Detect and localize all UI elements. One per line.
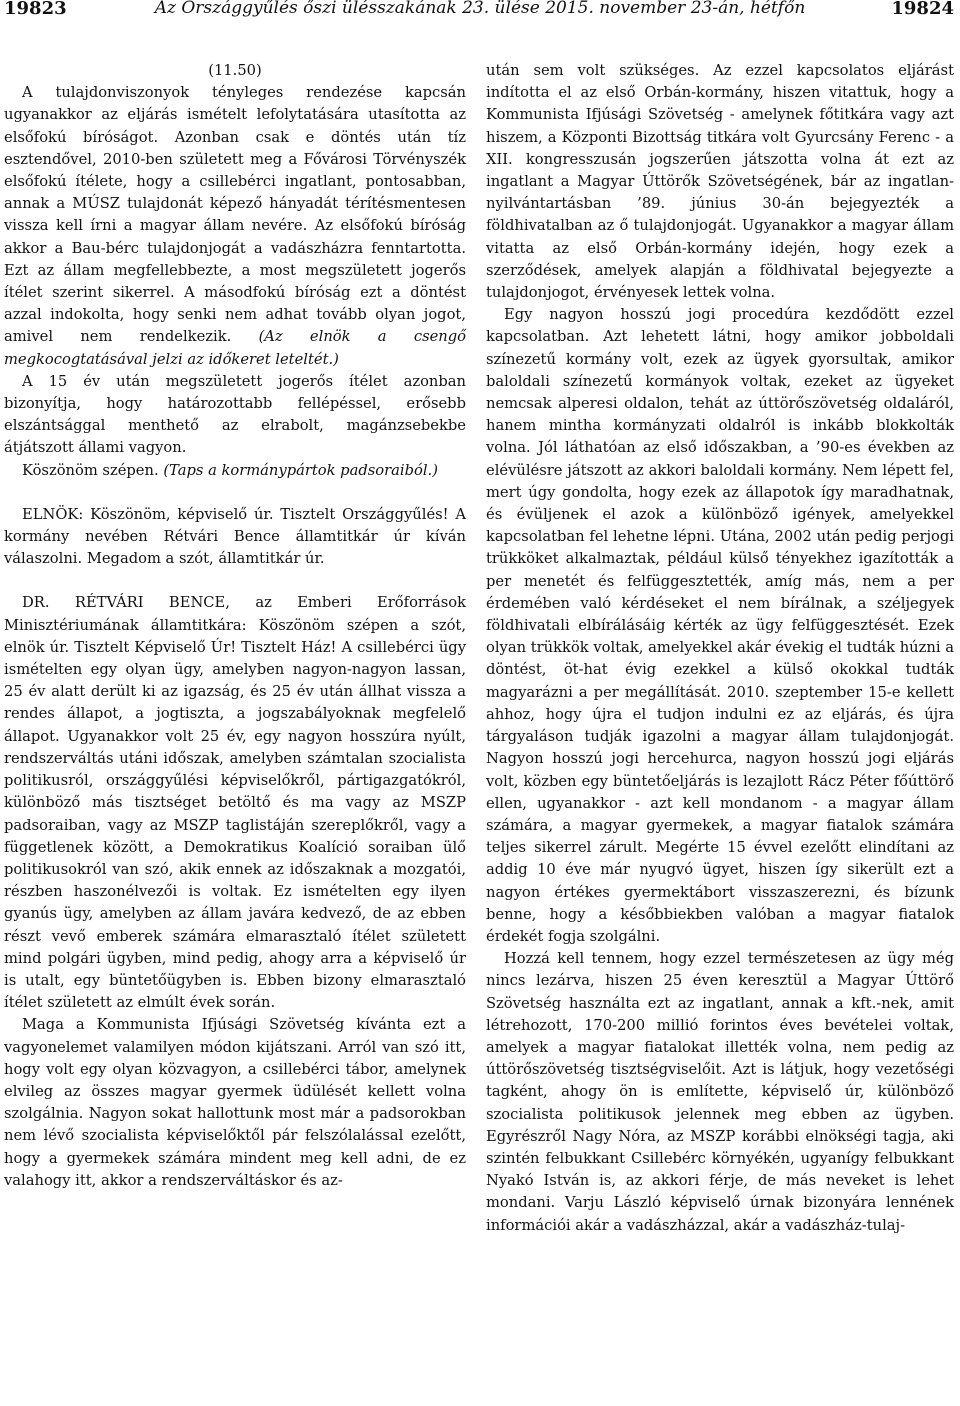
speaker-name: DR. RÉTVÁRI BENCE, az Emberi Erőforrások Minisztériumának államtitkára: — [4, 594, 466, 634]
paragraph: A 15 év után megszületett jogerős ítélet azonban bizonyítja, hogy határozottabb fellépéssel, erősebb elszántsággal menthető az elrabolt, magánzsebekbe átjátszott állami vagyon. — [4, 372, 466, 457]
paragraph — [4, 82, 466, 371]
speaker-name: ELNÖK: — [22, 505, 84, 523]
speaker-paragraph — [4, 592, 466, 1014]
right-column — [486, 60, 954, 1237]
paragraph-text: Köszönöm szépen. — [22, 461, 159, 479]
paragraph: Hozzá kell tennem, hogy ezzel természetesen az ügy még nincs lezárva, hiszen 25 éven keresztül a Magyar Úttörő Szövetség használta ezt az ingatlant, annak a kft.-nek, amit létrehozott, 170-200 millió forintos éves bevételei voltak, amelyek a magyar fiatalokat illették volna, nem pedig az úttörőszövetség tisztségviselőit. Azt is látjuk, hogy vezetőségi tagként, ahogy ön is említette, képviselő úr, különböző szocialista politikusok jelennek meg ebben az ügyben. Egyrészről Nagy Nóra, az MSZP korábbi elnökségi tagja, aki szintén felbukkant Csillebérc környékén, ugyanígy felbukkant Nyakó István is, az akkori férje, de más neveket is lehet mondani. Varju László képviselő úrnak bizonyára lennének információi akár a vadászházzal, akár a vadászház-tulaj- — [486, 950, 954, 1234]
time-mark: (11.50) — [208, 62, 262, 79]
left-column — [4, 60, 466, 1192]
stage-direction: (Taps a kormánypártok padsoraiból.) — [163, 461, 438, 479]
stage-direction: (Az elnök a csengő megkocogtatásával jelzi az időkeret leteltét.) — [4, 328, 467, 368]
speaker-paragraph — [4, 504, 466, 571]
paragraph: után sem volt szükséges. Az ezzel kapcsolatos eljárást indította el az első Orbán-kormány, hiszen vitattuk, hogy a Kommunista Ifjúsági Szövetség - amelynek főtitkára vagy azt hiszem, a Központi Bizottság titkára volt Gyurcsány Ferenc - a XII. kongresszusán jogszerűen játszotta volna át ezt az ingatlant a Magyar Úttörők Szövetségének, bár az ingatlan-nyilvántartásban ’89. június 30-án bejegyezték a földhivatalban az ő tulajdonjogát. Ugyanakkor a magyar állam vitatta az első Orbán-kormány idején, hogy ezek a szerződések, amelyek alapján a földhivatal bejegyezte a tulajdonjogot, érvényesek lettek volna. — [486, 62, 954, 302]
speech-text: Köszönöm, képviselő úr. Tisztelt Országgyűlés! A kormány nevében Rétvári Bence államtitkár úr kíván válaszolni. Megadom a szót, államtitkár úr. — [4, 505, 466, 568]
running-title: Az Országgyűlés őszi ülésszakának 23. ülése 2015. november 23-án, hétfőn — [154, 0, 806, 18]
page-number-right: 19824 — [891, 0, 954, 19]
speech-text: Köszönöm szépen a szót, elnök úr. Tisztelt Képviselő Úr! Tisztelt Ház! A csillebérci ügy ismételten egy olyan ügy, amelyben nagyon-nagyon lassan, 25 év alatt derült ki az igazság, és 25 év után állhat vissza a rendes állapot, a jogtiszta, a jogszabályoknak megfelelő állapot. Ugyanakkor volt 25 év, egy nagyon hosszúra nyúlt, rendszerváltás utáni időszak, amelyben számtalan szocialista politikusról, országgyűlési képviselőkről, pártigazgatókról, különböző más tisztséget betöltő és ma vagy az MSZP padsoraiban, vagy az MSZP taglistáján szereplőkről, vagy a függetlenek között, a Demokratikus Koalíció soraiban ülő politikusokról van szó, akik ennek az időszaknak a mozgatói, részben haszonélvezői is voltak. Ez ismételten egy ilyen gyanús ügy, amelyben az állam javára kedvező, de az ebben részt vevő emberek számára elmarasztaló ítélet született mind polgári ügyben, mind pedig, ahogy arra a képviselő úr is utalt, egy büntetőügyben is. Ebben bizony elmarasztaló ítélet született az elmúlt évek során. — [4, 616, 466, 1012]
paragraph-text: A tulajdonviszonyok tényleges rendezése kapcsán ugyanakkor az eljárás ismételt lefolytatására utasította az elsőfokú bíróságot. Azonban csak e döntés után tíz esztendővel, 2010-ben született meg a Fővárosi Törvényszék elsőfokú ítélete, hogy a csillebérci ingatlant, pontosabban, annak a MÚSZ tulajdonát képező hányadát térítésmentesen vissza kell írni a magyar állam nevére. Az elsőfokú bíróság akkor a Bau-bérc tulajdonjogát a vadászházra fenntartotta. Ezt az állam megfellebbezte, a most megszületett jogerős ítélet szerint sikerrel. A másodfokú bíróság ezt a döntést azzal indokolta, hogy senki nem adhat tovább olyan jogot, amivel nem rendelkezik. — [4, 84, 466, 346]
page-number-left: 19823 — [4, 0, 67, 19]
page-header — [0, 0, 960, 28]
paragraph: Maga a Kommunista Ifjúsági Szövetség kívánta ezt a vagyonelemet valamilyen módon kijátszani. Arról van szó itt, hogy volt egy olyan közvagyon, a csillebérci tábor, amelynek elvileg az összes magyar gyermek üdülését kellett volna szolgálnia. Nagyon sokat hallottunk most már a padsorokban nem lévő szocialista képviselőktől pár felszólalással ezelőtt, hogy a gyermekek számára mindent meg kell adni, de ez valahogy itt, akkor a rendszerváltáskor és az- — [4, 1016, 466, 1189]
paragraph: Egy nagyon hosszú jogi procedúra kezdődött ezzel kapcsolatban. Azt lehetett látni, hogy amikor jobboldali színezetű kormány volt, ezek az ügyek gyorsultak, amikor baloldali színezetű kormányok voltak, ezeket az ügyeket nemcsak alperesi oldalon, tehát az úttörőszövetség oldaláról, hanem mintha kormányzati oldalról is inkább blokkolták volna. Jól láthatóan az első időszakban, a ’90-es években az elévülésre játszott az akkori baloldali kormány. Nem lépett fel, mert úgy gondolta, hogy ezek az állapotok így maradhatnak, és évüljenek el azok a különböző igények, amelyekkel kapcsolatban fel lehetne lépni. Utána, 2002 után pedig perjogi trükköket alkalmaztak, például külső tényekhez igazították a per menetét és felfüggesztették, amíg más, nem a per érdemében való kérdéseket el nem bírálnak, a széljegyek földhivatali elbírálásáig kérték az ügy felfüggesztését. Ezek olyan trükkök voltak, amelyekkel akár évekig el tudták húzni a döntést, öt-hat évig ezekkel a külső okokkal tudták magyarázni a per megállítását. 2010. szeptember 15-e kellett ahhoz, hogy újra el tudjon indulni ez az eljárás, és újra tárgyaláson tudják igazolni a magyar állam tulajdonjogát. Nagyon hosszú jogi hercehurca, nagyon hosszú jogi eljárás volt, közben egy büntetőeljárás is lezajlott Rácz Péter főúttörő ellen, ugyanakkor - azt kell mondanom - a magyar állam számára, a magyar gyermekek, a magyar fiatalok számára teljes sikerrel zárult. Megérte 15 évvel ezelőtt elindítani az addig 10 éve már nyugvó ügyet, hiszen így sikerült ezt a nagyon értékes gyermektábort visszaszerezni, és bízunk benne, hogy a későbbiekben valóban a magyar fiatalok érdekét fogja szolgálni. — [486, 306, 954, 945]
paragraph — [4, 460, 466, 482]
